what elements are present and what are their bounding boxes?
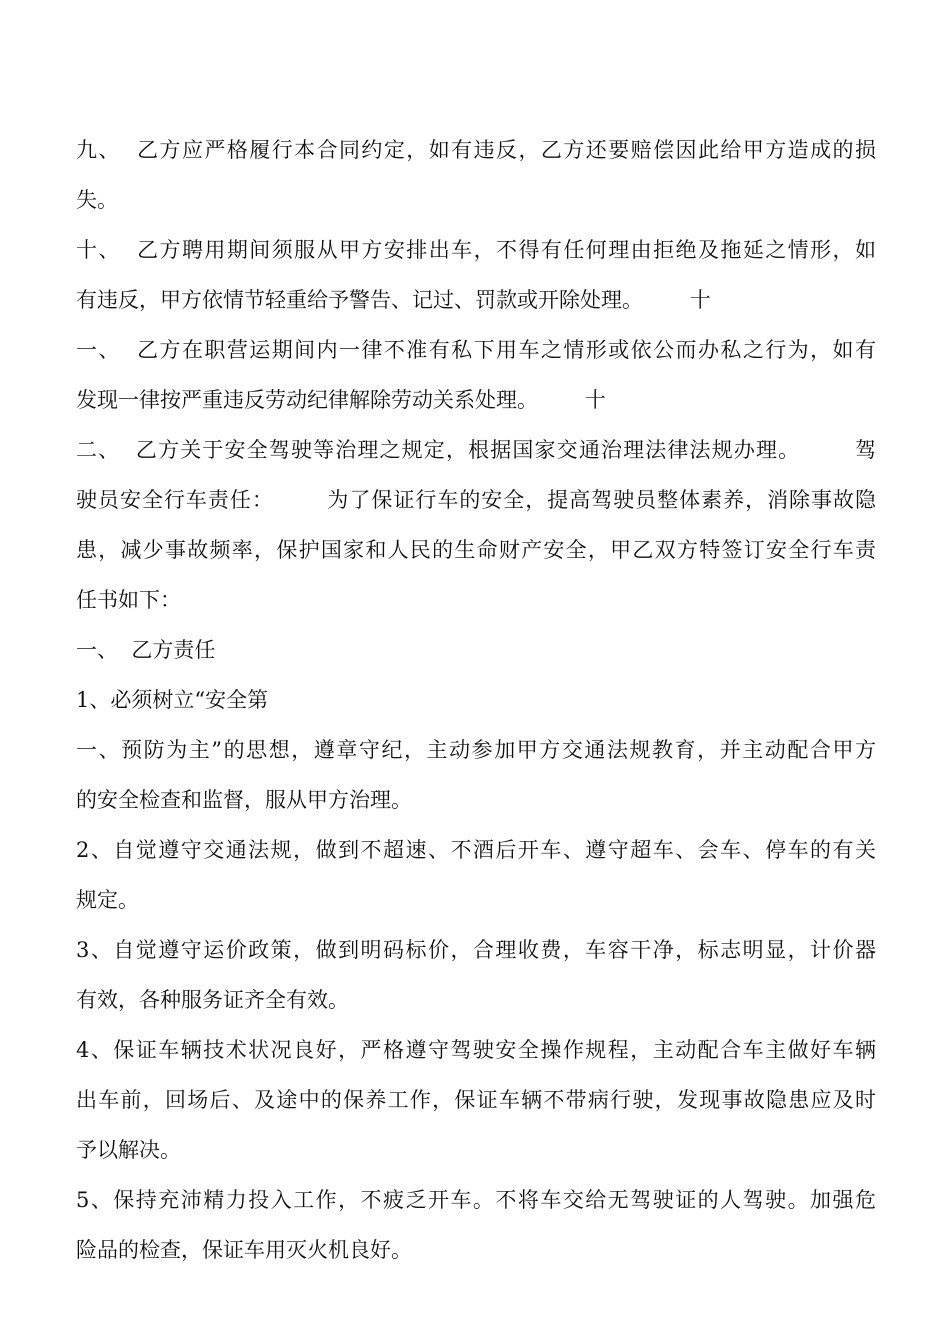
section-heading: 一、 乙方责任 (76, 638, 216, 662)
text-line: 4、保证车辆技术状况良好，严格遵守驾驶安全操作规程，主动配合车主做好车辆 (76, 1038, 876, 1062)
text-line: 5、保持充沛精力投入工作，不疲乏开车。不将车交给无驾驶证的人驾驶。加强危 (76, 1188, 876, 1212)
text-line: 驶员安全行车责任： 为了保证行车的安全，提高驾驶员整体素养，消除事故隐 (76, 488, 876, 512)
text-line: 规定。 (76, 888, 139, 912)
text-line: 的安全检查和监督，服从甲方治理。 (76, 788, 412, 812)
text-line: 2、自觉遵守交通法规，做到不超速、不酒后开车、遵守超车、会车、停车的有关 (76, 838, 876, 862)
text-line: 十、 乙方聘用期间须服从甲方安排出车，不得有任何理由拒绝及拖延之情形，如 (76, 238, 876, 262)
text-line: 二、 乙方关于安全驾驶等治理之规定，根据国家交通治理法律法规办理。 驾 (76, 438, 876, 462)
text-line: 九、 乙方应严格履行本合同约定，如有违反，乙方还要赔偿因此给甲方造成的损 (76, 138, 876, 162)
text-line: 予以解决。 (76, 1138, 181, 1162)
text-line: 3、自觉遵守运价政策，做到明码标价，合理收费，车容干净，标志明显，计价器 (76, 938, 876, 962)
text-line: 一、预防为主”的思想，遵章守纪，主动参加甲方交通法规教育，并主动配合甲方 (76, 738, 876, 762)
text-line: 有违反，甲方依情节轻重给予警告、记过、罚款或开除处理。 十 (76, 288, 711, 312)
text-line: 发现一律按严重违反劳动纪律解除劳动关系处理。 十 (76, 388, 606, 412)
text-line: 患，减少事故频率，保护国家和人民的生命财产安全，甲乙双方特签订安全行车责 (76, 538, 876, 562)
text-line: 1、必须树立“安全第 (76, 688, 269, 712)
text-line: 有效，各种服务证齐全有效。 (76, 988, 349, 1012)
text-line: 任书如下： (76, 588, 181, 612)
text-line: 一、 乙方在职营运期间内一律不准有私下用车之情形或依公而办私之行为，如有 (76, 338, 876, 362)
text-line: 失。 (76, 188, 118, 212)
text-line: 险品的检查，保证车用灭火机良好。 (76, 1238, 412, 1262)
text-line: 出车前，回场后、及途中的保养工作，保证车辆不带病行驶，发现事故隐患应及时 (76, 1088, 876, 1112)
